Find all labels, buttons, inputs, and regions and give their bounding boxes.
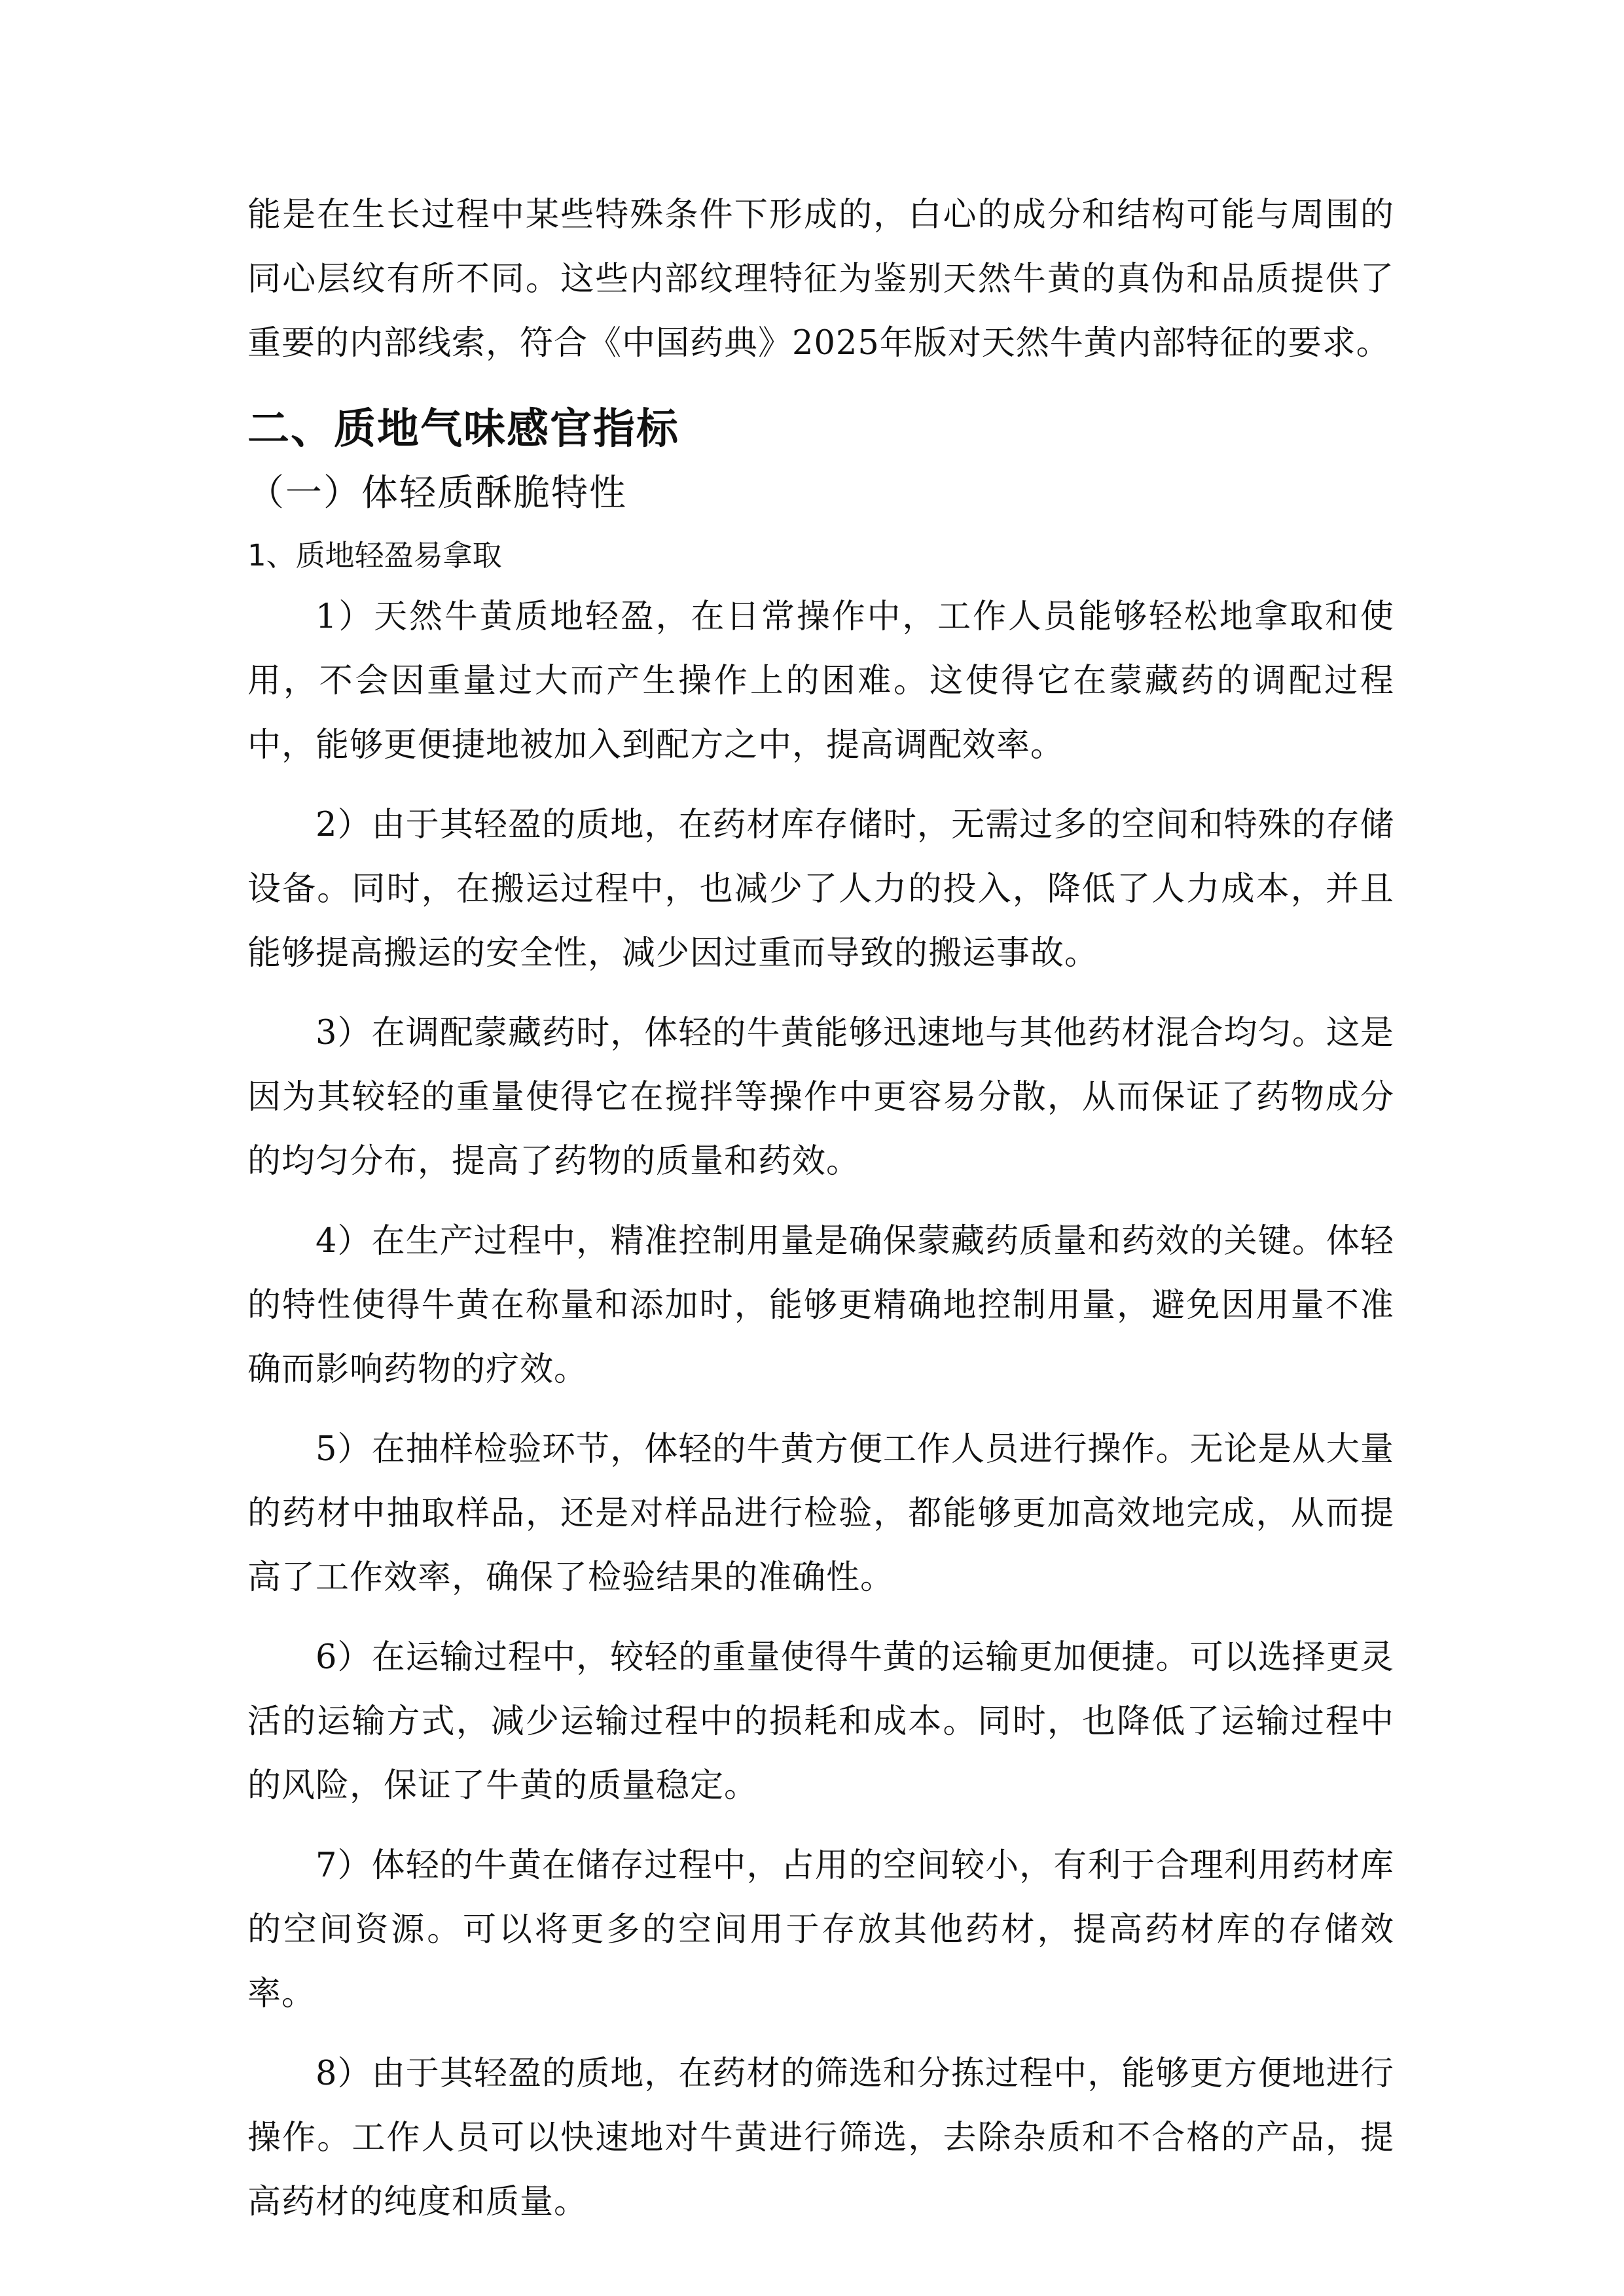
body-paragraph-1: 1）天然牛黄质地轻盈，在日常操作中，工作人员能够轻松地拿取和使用，不会因重量过大而产生操作上的困难。这使得它在蒙藏药的调配过程中，能够更便捷地被加入到配方之中，提高调配效率。 [247,598,1394,764]
body-paragraph-8: 8）由于其轻盈的质地，在药材的筛选和分拣过程中，能够更方便地进行操作。工作人员可以快速地对牛黄进行筛选，去除杂质和不合格的产品，提高药材的纯度和质量。 [247,2054,1394,2221]
body-paragraph-7: 7）体轻的牛黄在储存过程中，占用的空间较小，有利于合理利用药材库的空间资源。可以将更多的空间用于存放其他药材，提高药材库的存储效率。 [247,1846,1394,2013]
section-heading: 二、质地气味感官指标 [247,405,679,454]
subsection-heading: （一）体轻质酥脆特性 [247,472,627,514]
body-paragraph-3: 3）在调配蒙藏药时，体轻的牛黄能够迅速地与其他药材混合均匀。这是因为其较轻的重量使得它在搅拌等操作中更容易分散，从而保证了药物成分的均匀分布，提高了药物的质量和药效。 [247,1014,1394,1181]
intro-paragraph: 能是在生长过程中某些特殊条件下形成的，白心的成分和结构可能与周围的同心层纹有所不同。这些内部纹理特征为鉴别天然牛黄的真伪和品质提供了重要的内部线索，符合《中国药典》2025年版对天然牛黄内部特征的要求。 [247,196,1394,363]
item-heading: 1、质地轻盈易拿取 [247,538,502,573]
body-paragraph-2: 2）由于其轻盈的质地，在药材库存储时，无需过多的空间和特殊的存储设备。同时，在搬运过程中，也减少了人力的投入，降低了人力成本，并且能够提高搬运的安全性，减少因过重而导致的搬运事故。 [247,806,1394,973]
page-content [247,183,1394,2234]
body-paragraph-5: 5）在抽样检验环节，体轻的牛黄方便工作人员进行操作。无论是从大量的药材中抽取样品，还是对样品进行检验，都能够更加高效地完成，从而提高了工作效率，确保了检验结果的准确性。 [247,1430,1394,1597]
body-paragraph-6: 6）在运输过程中，较轻的重量使得牛黄的运输更加便捷。可以选择更灵活的运输方式，减少运输过程中的损耗和成本。同时，也降低了运输过程中的风险，保证了牛黄的质量稳定。 [247,1638,1394,1805]
body-paragraph-4: 4）在生产过程中，精准控制用量是确保蒙藏药质量和药效的关键。体轻的特性使得牛黄在称量和添加时，能够更精确地控制用量，避免因用量不准确而影响药物的疗效。 [247,1222,1394,1389]
